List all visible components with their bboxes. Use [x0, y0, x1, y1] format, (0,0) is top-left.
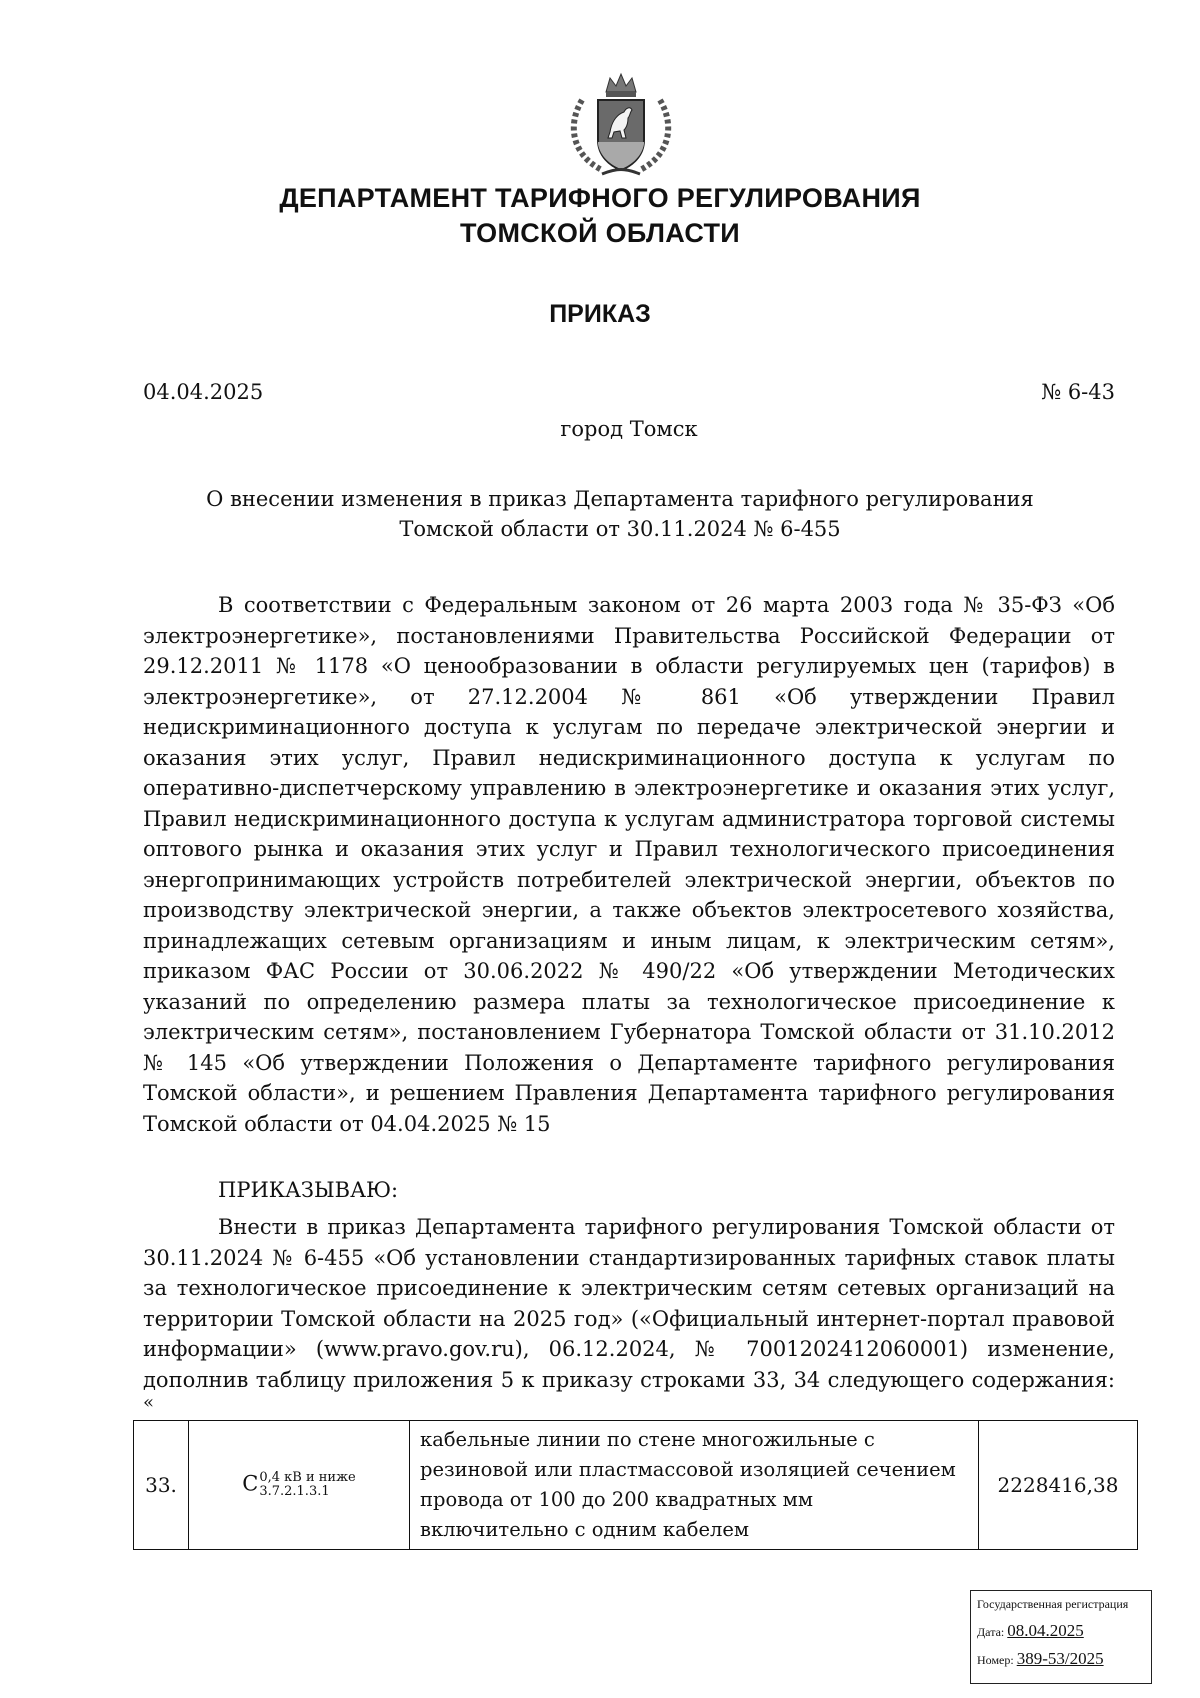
- preamble-line: электроэнергетике», постановлениями Правительства Российской Федерации от: [143, 623, 1115, 648]
- org-name-line-1: ДЕПАРТАМЕНТ ТАРИФНОГО РЕГУЛИРОВАНИЯ: [279, 183, 921, 213]
- preamble-line: указаний по определению размера платы за технологическое присоединение к: [143, 989, 1115, 1014]
- document-city: город Томск: [560, 417, 698, 441]
- rate-value: 2228416,38: [979, 1421, 1138, 1550]
- preamble-line: оптового рынка и оказания этих услуг и Правил технологического присоединения: [143, 837, 1115, 861]
- decree-paragraph: [143, 1212, 1115, 1395]
- description-line: провода от 100 до 200 квадратных мм: [420, 1488, 814, 1511]
- preamble-line: недискриминационного доступа к услугам по передаче электрической энергии и: [143, 715, 1115, 739]
- decree-word: ПРИКАЗЫВАЮ:: [218, 1178, 399, 1202]
- registration-stamp: [970, 1590, 1152, 1684]
- preamble-line: № 145 «Об утверждении Положения о Департаменте тарифного регулирования: [143, 1050, 1115, 1075]
- stamp-date-value: 08.04.2025: [1007, 1621, 1084, 1640]
- preamble-line: электроэнергетике», от 27.12.2004 № 861 «Об утверждении Правил: [143, 684, 1115, 709]
- org-name-line-2: ТОМСКОЙ ОБЛАСТИ: [460, 218, 740, 248]
- document-number: № 6-43: [1041, 380, 1115, 404]
- stamp-date-label: Дата:: [977, 1625, 1005, 1639]
- decree-line: дополнив таблицу приложения 5 к приказу строками 33, 34 следующего содержания:: [143, 1367, 1115, 1392]
- amendment-table: [133, 1420, 1138, 1550]
- stamp-date-row: [977, 1621, 1084, 1641]
- rate-code-base: С: [242, 1471, 259, 1496]
- row-number: 33.: [134, 1421, 189, 1550]
- document-subject: [0, 484, 1200, 544]
- rate-code-superscript: 0,4 кВ и ниже: [259, 1470, 356, 1485]
- stamp-title: Государственная регистрация: [977, 1597, 1129, 1611]
- decree-line: территории Томской области на 2025 год» («Официальный интернет-портал правовой: [143, 1306, 1115, 1331]
- description-line: включительно с одним кабелем: [420, 1518, 750, 1541]
- preamble-line: Правил недискриминационного доступа к услугам администратора торговой системы: [143, 806, 1115, 831]
- preamble-line: приказом ФАС России от 30.06.2022 № 490/22 «Об утверждении Методических: [143, 959, 1115, 983]
- document-date: 04.04.2025: [143, 380, 264, 404]
- description-line: резиновой или пластмассовой изоляцией сечением: [420, 1458, 956, 1481]
- preamble-paragraph: [143, 590, 1115, 1139]
- decree-line: за технологическое присоединение к электрическим сетям сетевых организаций на: [143, 1276, 1115, 1300]
- preamble-line: производству электрической энергии, а также объектов электросетевого хозяйства,: [143, 898, 1115, 922]
- rate-code-subscript: 3.7.2.1.3.1: [259, 1484, 330, 1499]
- preamble-line: энергопринимающих устройств потребителей электрической энергии, объектов по: [143, 867, 1115, 892]
- preamble-line: оказания этих услуг, Правил недискриминационного доступа к услугам по: [143, 745, 1115, 770]
- stamp-number-label: Номер:: [977, 1653, 1014, 1667]
- row-description: [410, 1421, 979, 1550]
- preamble-line: Томской области от 04.04.2025 № 15: [143, 1111, 551, 1136]
- decree-line: информации» (www.pravo.gov.ru), 06.12.2024, № 7001202412060001) изменение,: [143, 1337, 1115, 1361]
- table-row: [134, 1421, 1138, 1550]
- preamble-line: электрическим сетям», постановлением Губернатора Томской области от 31.10.2012: [143, 1020, 1115, 1044]
- stamp-number-row: [977, 1649, 1104, 1669]
- description-line: кабельные линии по стене многожильные с: [420, 1428, 875, 1451]
- tomsk-region-coat-of-arms-icon: [562, 70, 680, 180]
- rate-code: [189, 1421, 410, 1550]
- rate-code-indices: [259, 1471, 355, 1499]
- preamble-line: 29.12.2011 № 1178 «О ценообразовании в области регулируемых цен (тарифов) в: [143, 654, 1115, 678]
- opening-quote: «: [143, 1392, 155, 1413]
- subject-line-2: Томской области от 30.11.2024 № 6-455: [399, 517, 841, 541]
- stamp-number-value: 389-53/2025: [1016, 1649, 1104, 1668]
- decree-line: 30.11.2024 № 6-455 «Об установлении стандартизированных тарифных ставок платы: [143, 1245, 1115, 1270]
- preamble-line: принадлежащих сетевым организациям и иным лицам, к электрическим сетям»,: [143, 928, 1115, 953]
- document-type-title: ПРИКАЗ: [549, 300, 651, 328]
- preamble-line: В соответствии с Федеральным законом от 26 марта 2003 года № 35-ФЗ «Об: [218, 593, 1115, 617]
- preamble-line: оперативно-диспетчерскому управлению в электроэнергетике и оказания этих услуг,: [143, 776, 1115, 800]
- subject-line-1: О внесении изменения в приказ Департамента тарифного регулирования: [206, 487, 1034, 511]
- decree-line: Внести в приказ Департамента тарифного регулирования Томской области от: [218, 1215, 1115, 1239]
- preamble-line: Томской области», и решением Правления Департамента тарифного регулирования: [143, 1081, 1115, 1105]
